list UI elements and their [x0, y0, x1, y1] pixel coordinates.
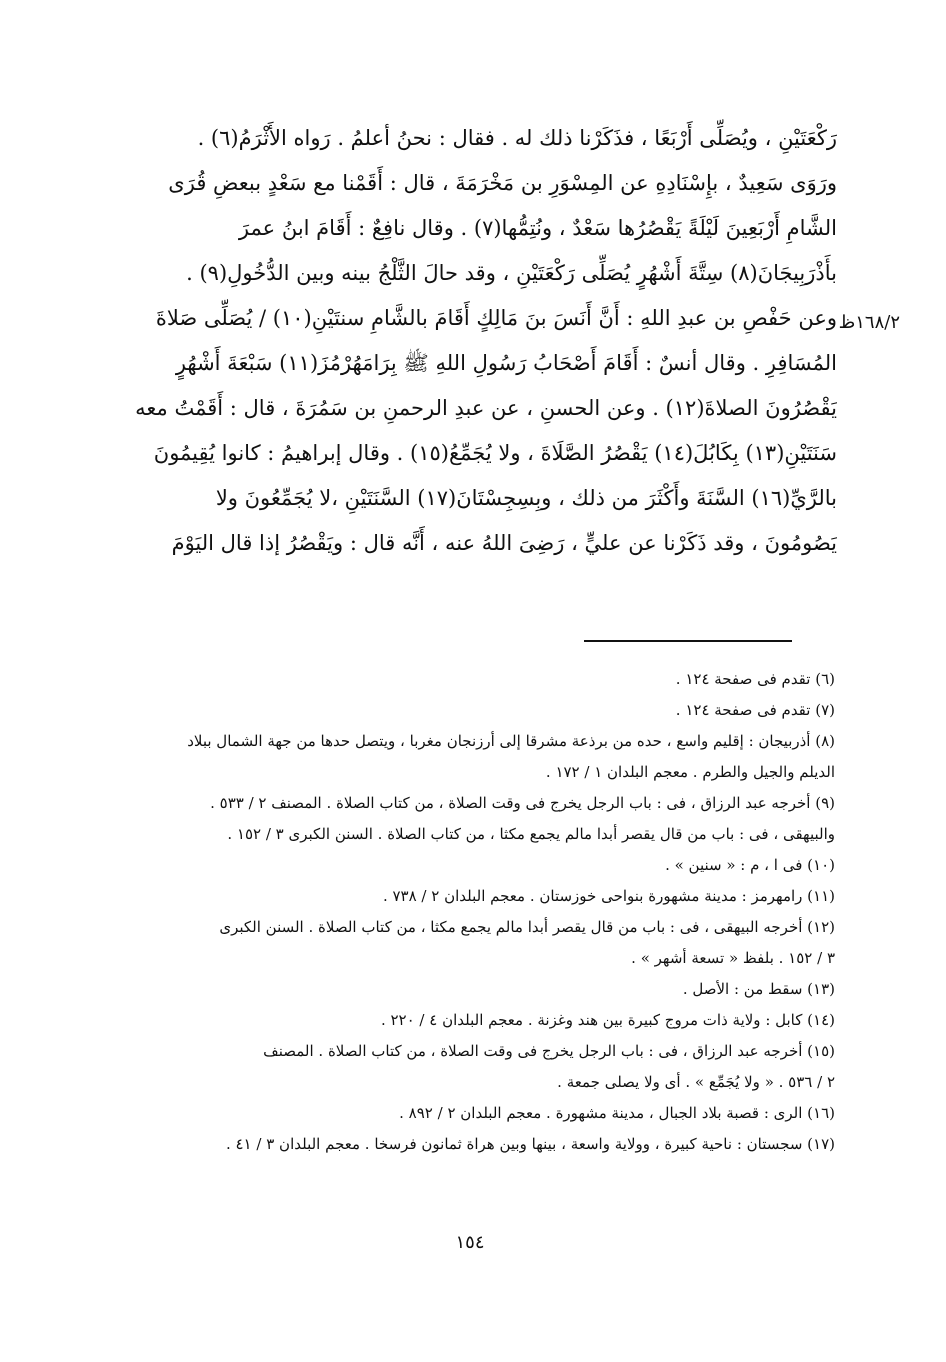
main-text-line: بأَذْرَبِيجَانَ(٨) سِتَّةَ أَشْهُرٍ يُصَلِّى رَكْعَتَيْنِ ، وقد حالَ الثَّلْجُ بينه وبين الدُّخُولِ(٩) . [186, 261, 837, 285]
main-text-line: المُسَافِرِ . وقال أنسٌ : أَقَامَ أَصْحَابُ رَسُولِ اللهِ ﷺ بِرَامَهُرْمُزَ(١١) سَبْعَةَ أَشْهُرٍ [175, 351, 837, 375]
footnote-line: (١٧) سجستان : ناحية كبيرة ، وولاية واسعة ، بينها وبين هراة ثمانون فرسخا . معجم البلدان ٣ / ٤١ . [225, 1135, 835, 1153]
main-text-line: يَصُومُونَ ، وقد ذَكَرْنا عن عليٍّ ، رَضِىَ اللهُ عنه ، أَنَّه قال : ويَقْصُرُ إذا قال اليَوْمَ [171, 531, 837, 555]
page-number: ١٥٤ [455, 1232, 485, 1253]
footnote-line: (٧) تقدم فى صفحة ١٢٤ . [675, 701, 835, 719]
footnotes [105, 664, 835, 1160]
footnote-line: والبيهقى ، فى : باب من قال يقصر أبدا مالم يجمع مكثا ، من كتاب الصلاة . السنن الكبرى ٣ / ١٥٢ . [227, 825, 835, 843]
main-text-line: سَنَتَيْنِ(١٣) بِكَابُلَ(١٤) يَقْصُرُ الصَّلَاةَ ، ولا يُجَمِّعُ(١٥) . وقال إبراهيمُ : كانوا يُقِيمُونَ [153, 441, 837, 465]
footnote-line: (١٠) فى ا ، م : « سنين » . [665, 856, 835, 874]
main-text-line: وعن حَفْصِ بن عبدِ اللهِ : أَنَّ أَنَسَ بنَ مَالِكٍ أَقَامَ بالشَّامِ سنتَيْنِ(١٠) / يُصَلِّى صَلاةَ [155, 306, 837, 330]
footnote-line: (١٤) كابل : ولاية ذات مروج كبيرة بين هند وغزنة . معجم البلدان ٤ / ٢٢٠ . [380, 1011, 835, 1029]
footnote-line: (١٦) الرى : قصبة بلاد الجبال ، مدينة مشهورة . معجم البلدان ٢ / ٨٩٢ . [399, 1104, 835, 1122]
footnote-separator [584, 640, 792, 642]
footnote-line: (١١) رامهرمز : مدينة مشهورة بنواحى خوزستان . معجم البلدان ٢ / ٧٣٨ . [382, 887, 835, 905]
main-text-line: ورَوَى سَعِيدٌ ، بإِسْنَادِهِ عن المِسْوَرِ بن مَخْرَمَةَ ، قال : أَقَمْنا مع سَعْدٍ ببعضِ قُرَى [168, 171, 837, 195]
footnote-line: (٦) تقدم فى صفحة ١٢٤ . [675, 670, 835, 688]
footnote-line: (١٥) أخرجه عبد الرزاق ، فى : باب الرجل يخرج فى وقت الصلاة ، من كتاب الصلاة . المصنف [263, 1042, 835, 1060]
footnote-line: (٨) أذربيجان : إقليم واسع ، حده من برذعة مشرقا إلى أرزنجان مغربا ، ويتصل حدها من جهة الشمال ببلاد [187, 732, 835, 750]
main-text-line: الشَّامِ أَرْبَعِينَ لَيْلَةً يَقْصُرُها سَعْدٌ ، ونُتِمُّها(٧) . وقال نافِعٌ : أَقَامَ ابنُ عمرَ [238, 216, 837, 240]
main-text [105, 116, 837, 566]
main-text-line: رَكْعَتَيْنِ ، ويُصَلِّى أَرْبَعًا ، فذَكَرْنا ذلك له . فقال : نحنُ أعلمُ . رَواه الأَثْرَمُ(٦) . [197, 126, 837, 150]
main-text-line: بالرَّيِّ(١٦) السَّنَةَ وأَكْثَرَ من ذلك ، وبِسِجِسْتَانَ(١٧) السَّنَتَيْنِ ،لا يُجَمِّعُونَ ولا [215, 486, 837, 510]
main-text-line: يَقْصُرُونَ الصلاةَ(١٢) . وعن الحسنِ ، عن عبدِ الرحمنِ بن سَمُرَةَ ، قال : أَقَمْتُ معه [135, 396, 837, 420]
footnote-line: ٢ / ٥٣٦ . « ولا يُجَمِّع » . أى ولا يصلى جمعة . [557, 1073, 835, 1091]
footnote-line: (١٣) سقط من : الأصل . [682, 980, 835, 998]
margin-manuscript-reference: ١٦٨/٢ظ [838, 312, 900, 333]
footnote-line: الديلم والجيل والطرم . معجم البلدان ١ / ١٧٢ . [545, 763, 835, 781]
footnote-line: ٣ / ١٥٢ . بلفظ « تسعة أشهر » . [631, 949, 835, 967]
footnote-line: (٩) أخرجه عبد الرزاق ، فى : باب الرجل يخرج فى وقت الصلاة ، من كتاب الصلاة . المصنف ٢ / ٥٣٣ . [210, 794, 835, 812]
footnote-line: (١٢) أخرجه البيهقى ، فى : باب من قال يقصر أبدا مالم يجمع مكثا ، من كتاب الصلاة . السنن الكبرى [219, 918, 835, 936]
